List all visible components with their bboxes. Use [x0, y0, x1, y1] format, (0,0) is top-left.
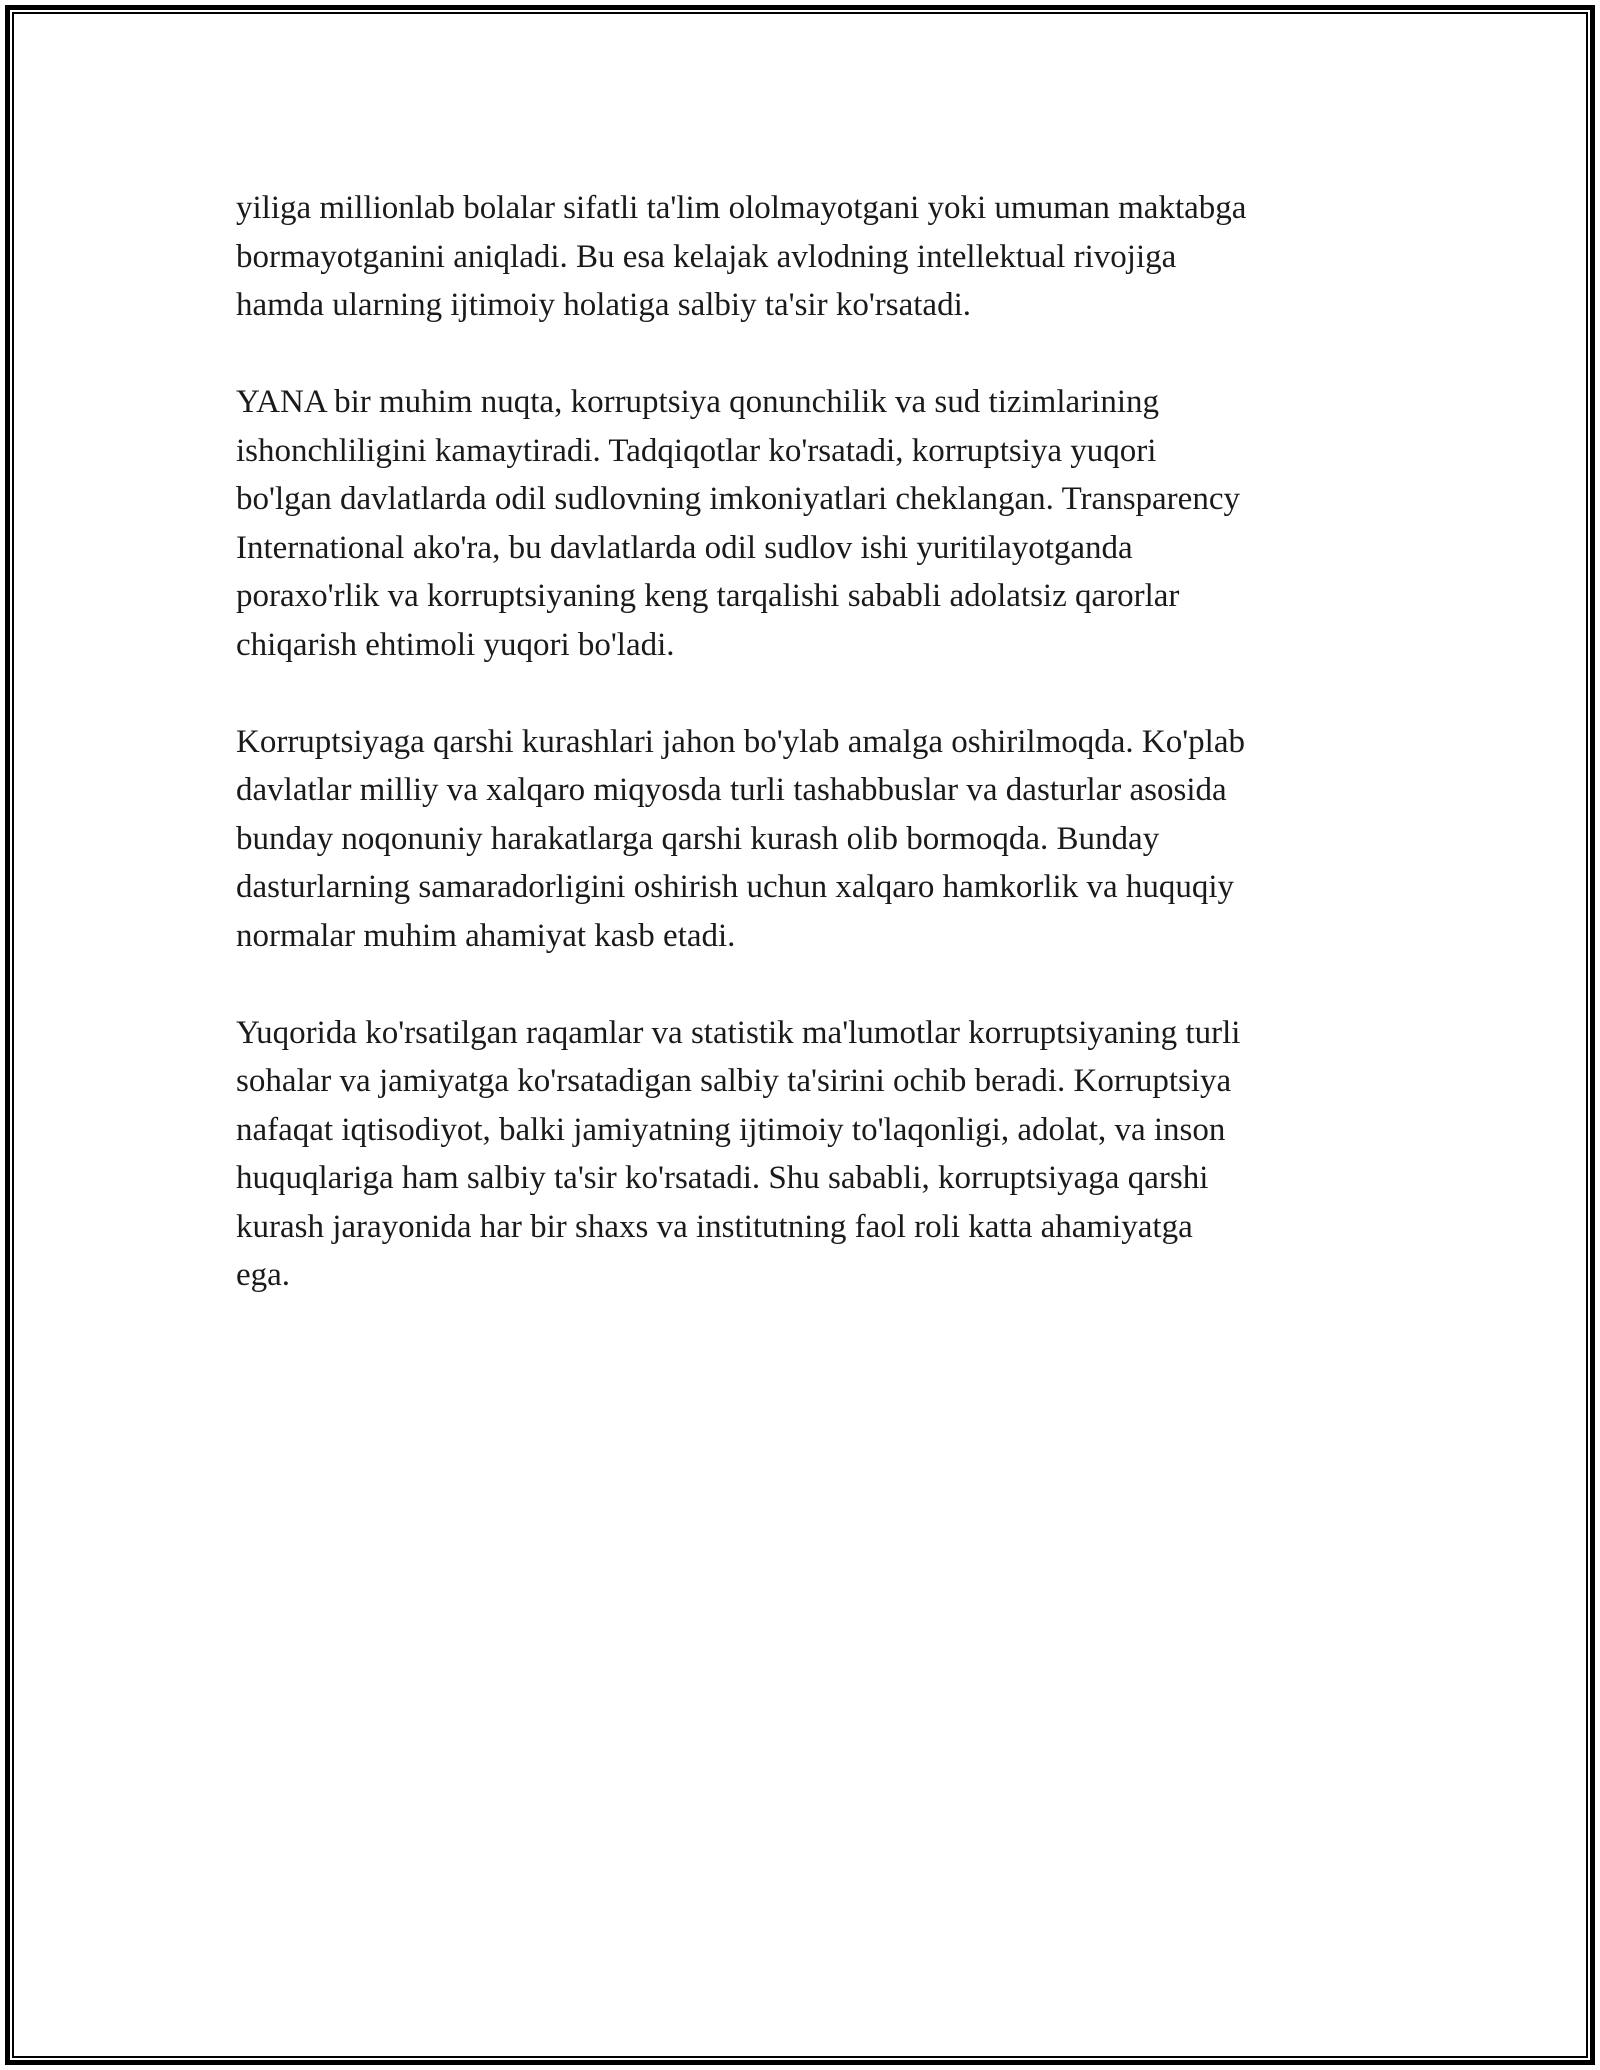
text-line: ega.: [236, 1257, 291, 1293]
text-line: dasturlarning samaradorligini oshirish uchun xalqaro hamkorlik va huquqiy: [236, 869, 1235, 905]
paragraph-1: [236, 184, 1376, 330]
paragraph-4: [236, 1009, 1376, 1300]
text-line: poraxo'rlik va korruptsiyaning keng tarqalishi sababli adolatsiz qarorlar: [236, 578, 1180, 614]
text-line: kurash jarayonida har bir shaxs va institutning faol roli katta ahamiyatga: [236, 1208, 1193, 1245]
text-line: bormayotganini aniqladi. Bu esa kelajak avlodning intellektual rivojiga: [236, 238, 1177, 275]
text-line: Korruptsiyaga qarshi kurashlari jahon bo'ylab amalga oshirilmoqda. Ko'plab: [236, 723, 1245, 760]
text-line: davlatlar milliy va xalqaro miqyosda turli tashabbuslar va dasturlar asosida: [236, 772, 1227, 808]
text-line: normalar muhim ahamiyat kasb etadi.: [236, 917, 736, 954]
text-line: chiqarish ehtimoli yuqori bo'ladi.: [236, 626, 675, 663]
text-line: International ako'ra, bu davlatlarda odil sudlov ishi yuritilayotganda: [236, 529, 1133, 566]
document-body: [236, 184, 1376, 1348]
text-line: sohalar va jamiyatga ko'rsatadigan salbiy ta'sirini ochib beradi. Korruptsiya: [236, 1063, 1232, 1099]
text-line: huquqlariga ham salbiy ta'sir ko'rsatadi. Shu sababli, korruptsiyaga qarshi: [236, 1160, 1209, 1196]
text-line: nafaqat iqtisodiyot, balki jamiyatning ijtimoiy to'laqonligi, adolat, va inson: [236, 1111, 1226, 1148]
paragraph-3: [236, 718, 1376, 961]
paragraph-2: [236, 378, 1376, 669]
text-line: bo'lgan davlatlarda odil sudlovning imkoniyatlari cheklangan. Transparency: [236, 481, 1240, 517]
text-line: bunday noqonuniy harakatlarga qarshi kurash olib bormoqda. Bunday: [236, 820, 1160, 857]
text-line: YANA bir muhim nuqta, korruptsiya qonunchilik va sud tizimlarining: [236, 384, 1159, 420]
text-line: ishonchliligini kamaytiradi. Tadqiqotlar ko'rsatadi, korruptsiya yuqori: [236, 432, 1157, 469]
text-line: Yuqorida ko'rsatilgan raqamlar va statistik ma'lumotlar korruptsiyaning turli: [236, 1014, 1241, 1051]
text-line: hamda ularning ijtimoiy holatiga salbiy ta'sir ko'rsatadi.: [236, 287, 971, 323]
text-line: yiliga millionlab bolalar sifatli ta'lim ololmayotgani yoki umuman maktabga: [236, 190, 1247, 226]
